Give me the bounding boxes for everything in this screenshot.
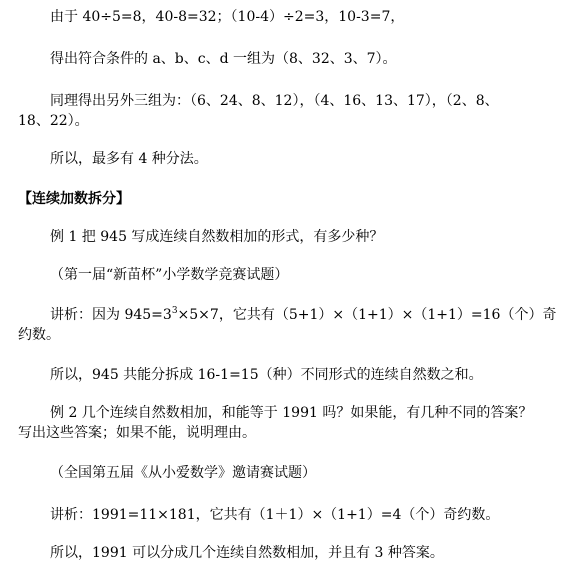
paragraph-max-ways: 所以，最多有 4 种分法。 [50, 151, 208, 167]
paragraph-calculation: 由于 40÷5=8，40-8=32；（10-4）÷2=3，10-3=7， [50, 9, 405, 25]
example-1-analysis-line2: 约数。 [18, 327, 60, 343]
section-heading: 【连续加数拆分】 [18, 191, 130, 207]
example-2-analysis: 讲析：1991=11×181，它共有（1＋1）×（1+1）=4（个）奇约数。 [50, 507, 500, 523]
example-2-question-line1: 例 2 几个连续自然数相加，和能等于 1991 吗？如果能，有几种不同的答案？ [50, 405, 533, 421]
example-2-conclusion: 所以，1991 可以分成几个连续自然数相加，并且有 3 种答案。 [50, 545, 444, 561]
example-1-analysis-line1 [0, 306, 580, 324]
example-1-analysis-text-b: ×5×7，它共有（5+1）×（1+1）×（1+1）=16（个）奇 [177, 307, 557, 323]
example-1-conclusion: 所以，945 共能分拆成 16-1=15（种）不同形式的连续自然数之和。 [50, 367, 483, 383]
example-2-source: （全国第五届《从小爱数学》邀请赛试题） [50, 465, 316, 481]
paragraph-other-groups-line2: 18、22）。 [18, 113, 89, 129]
example-1-analysis-text-a: 讲析：因为 945=3 [50, 307, 172, 323]
example-1-source: （第一届“新苗杯”小学数学竞赛试题） [50, 267, 289, 283]
example-1-question: 例 1 把 945 写成连续自然数相加的形式，有多少种？ [50, 229, 384, 245]
example-2-question-line2: 写出这些答案；如果不能，说明理由。 [18, 425, 256, 441]
example-1-exponent: 3 [171, 306, 178, 316]
paragraph-other-groups-line1: 同理得出另外三组为：（6、24、8、12），（4、16、13、17），（2、8、 [50, 93, 499, 109]
paragraph-first-group: 得出符合条件的 a、b、c、d 一组为（8、32、3、7）。 [50, 51, 397, 67]
